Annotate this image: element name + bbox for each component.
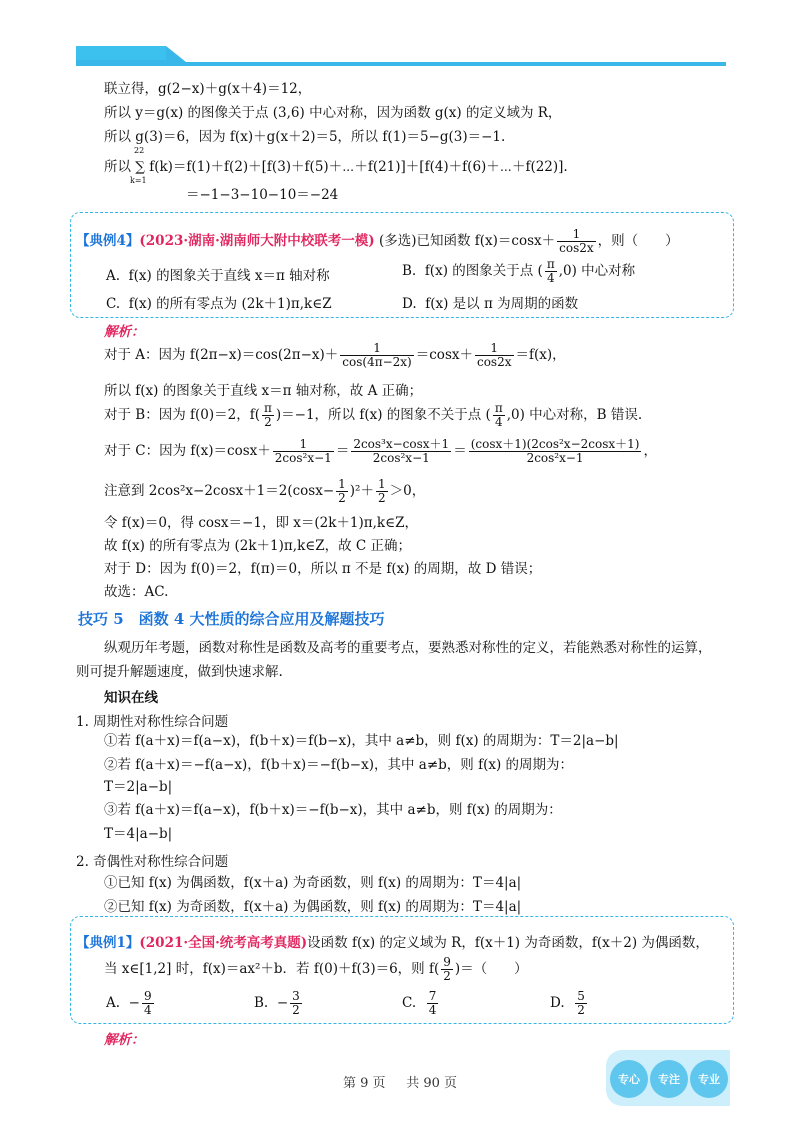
ex1-option-d: D. $\frac{5}{2}$ bbox=[550, 989, 585, 1017]
knowledge-heading: 知识在线 bbox=[104, 690, 158, 706]
intro-line: ＝−1−3−10−10＝−24 bbox=[186, 187, 339, 203]
example-1-stem: 【典例1】(2021·全国·统考高考真题)设函数 f(x) 的定义域为 R，f(x＋1) 为奇函数，f(x＋2) 为偶函数， bbox=[76, 935, 709, 951]
ex1-option-b: B. − $\frac{3}{2}$ bbox=[254, 989, 300, 1017]
solution-line-b: 对于 B：因为 f(0)＝2，f( $\frac{\pi}{2}$ )＝−1，所以 f(x) 的图象不关于点 ( $\frac{\pi}{4}$ ,0) 中心对称，B 错误. bbox=[104, 401, 643, 429]
section-intro: 则可提升解题速度，做到快速求解. bbox=[76, 664, 283, 680]
intro-line: 联立得，g(2−x)＋g(x＋4)＝12， bbox=[104, 81, 312, 97]
subheading: 2. 奇偶性对称性综合问题 bbox=[76, 854, 229, 870]
solution-line: 所以 f(x) 的图象关于直线 x＝π 轴对称，故 A 正确； bbox=[104, 383, 423, 399]
solution-line-c: 对于 C：因为 f(x)＝cosx＋ $\frac{1}{\text{2cos²x−1}}$ ＝ $\frac{\text{2cos³x−cosx＋1}}{\text{2cos²x−1}}$ ＝ $\frac{\text{(cosx＋1)(2cos²x−2cosx＋1)}}{\text{2cos²x−1}}$ ， bbox=[104, 437, 657, 465]
rule-5: ②已知 f(x) 为奇函数，f(x＋a) 为偶函数，则 f(x) 的周期为：T＝4|a| bbox=[104, 899, 522, 915]
stem-end: ，则（ ） bbox=[597, 233, 679, 249]
option-b: B. f(x) 的图象关于点 ( $\frac{\pi}{4}$ ,0) 中心对称 bbox=[402, 257, 636, 285]
solution-line-a: 对于 A：因为 f(2π−x)＝cos(2π−x)＋ $\frac{1}{\cos(4\pi-2x)}$ ＝cosx＋ $\frac{1}{\cos 2x}$ ＝f(x)， bbox=[104, 341, 566, 369]
solution-line-d: 注意到 2cos²x−2cosx＋1＝2(cosx− $\frac{1}{2}$ )²＋ $\frac{1}{2}$ ＞0， bbox=[104, 477, 426, 505]
example-tag: 【典例4】 bbox=[76, 233, 140, 249]
ex1-option-a: A. − $\frac{9}{4}$ bbox=[106, 989, 152, 1017]
stem-fraction: $\frac{1}{\cos 2x}$ bbox=[559, 227, 594, 255]
header-banner bbox=[76, 46, 726, 68]
intro-line: 所以 ∑ f(k)＝f(1)＋f(2)＋[f(3)＋f(5)＋⋯＋f(21)]＋[f(4)＋f(6)＋⋯＋f(22)]. bbox=[104, 159, 568, 175]
rule-2-period: T＝2|a−b| bbox=[104, 779, 173, 795]
page-number: 第 9 页 bbox=[342, 1076, 386, 1091]
option-d: D. f(x) 是以 π 为周期的函数 bbox=[402, 296, 579, 312]
ex1-option-c: C. $\frac{7}{4}$ bbox=[402, 989, 437, 1017]
solution-line: 故选：AC. bbox=[104, 584, 169, 600]
option-c: C. f(x) 的所有零点为 (2k＋1)π,k∈Z bbox=[106, 296, 332, 312]
intro-line: 所以 y＝g(x) 的图像关于点 (3,6) 中心对称，因为函数 g(x) 的定义域为 R， bbox=[104, 105, 562, 121]
page-total: 共 90 页 bbox=[406, 1076, 458, 1091]
badge: 专心 bbox=[610, 1060, 648, 1098]
solution-line: 令 f(x)＝0，得 cosx＝−1，即 x＝(2k＋1)π,k∈Z， bbox=[104, 515, 418, 531]
section-title: 技巧 5 函数 4 大性质的综合应用及解题技巧 bbox=[78, 610, 385, 628]
rule-1: ①若 f(a＋x)＝f(a−x)，f(b＋x)＝f(b−x)，其中 a≠b，则 f(x) 的周期为：T＝2|a−b| bbox=[104, 733, 619, 749]
example-4-stem bbox=[76, 228, 679, 255]
badge: 专注 bbox=[650, 1060, 688, 1098]
solution-line: 对于 D：因为 f(0)＝2，f(π)＝0，所以 π 不是 f(x) 的周期，故 D 错误； bbox=[104, 561, 542, 577]
stem-text: (多选)已知函数 f(x)＝cosx＋ bbox=[378, 233, 556, 249]
example-source: (2023·湖南·湖南师大附中校联考一模) bbox=[139, 233, 375, 249]
sum-lower-limit: k=1 bbox=[130, 176, 147, 185]
intro-line: 所以 g(3)＝6，因为 f(x)＋g(x＋2)＝5，所以 f(1)＝5−g(3)＝−1. bbox=[104, 129, 506, 145]
section-intro: 纵观历年考题，函数对称性是函数及高考的重要考点，要熟悉对称性的定义，若能熟悉对称性的运算， bbox=[104, 640, 712, 656]
example-1-stem-2: 当 x∈[1,2] 时，f(x)＝ax²＋b．若 f(0)＋f(3)＝6，则 f( $\frac{9}{2}$ )＝（ ） bbox=[104, 955, 528, 983]
option-a: A. f(x) 的图象关于直线 x＝π 轴对称 bbox=[106, 268, 330, 284]
solution-label: 解析： bbox=[104, 324, 145, 340]
rule-4: ①已知 f(x) 为偶函数，f(x＋a) 为奇函数，则 f(x) 的周期为：T＝4|a| bbox=[104, 875, 522, 891]
sum-upper-limit: 22 bbox=[134, 146, 145, 155]
rule-3: ③若 f(a＋x)＝f(a−x)，f(b＋x)＝−f(b−x)，其中 a≠b，则 f(x) 的周期为： bbox=[104, 802, 562, 818]
subheading: 1. 周期性对称性综合问题 bbox=[76, 714, 229, 730]
rule-2: ②若 f(a＋x)＝−f(a−x)，f(b＋x)＝−f(b−x)，其中 a≠b，则 f(x) 的周期为： bbox=[104, 757, 574, 773]
solution-line: 故 f(x) 的所有零点为 (2k＋1)π,k∈Z，故 C 正确； bbox=[104, 538, 412, 554]
badge: 专业 bbox=[690, 1060, 728, 1098]
solution-label: 解析： bbox=[104, 1032, 145, 1048]
rule-3-period: T＝4|a−b| bbox=[104, 826, 173, 842]
